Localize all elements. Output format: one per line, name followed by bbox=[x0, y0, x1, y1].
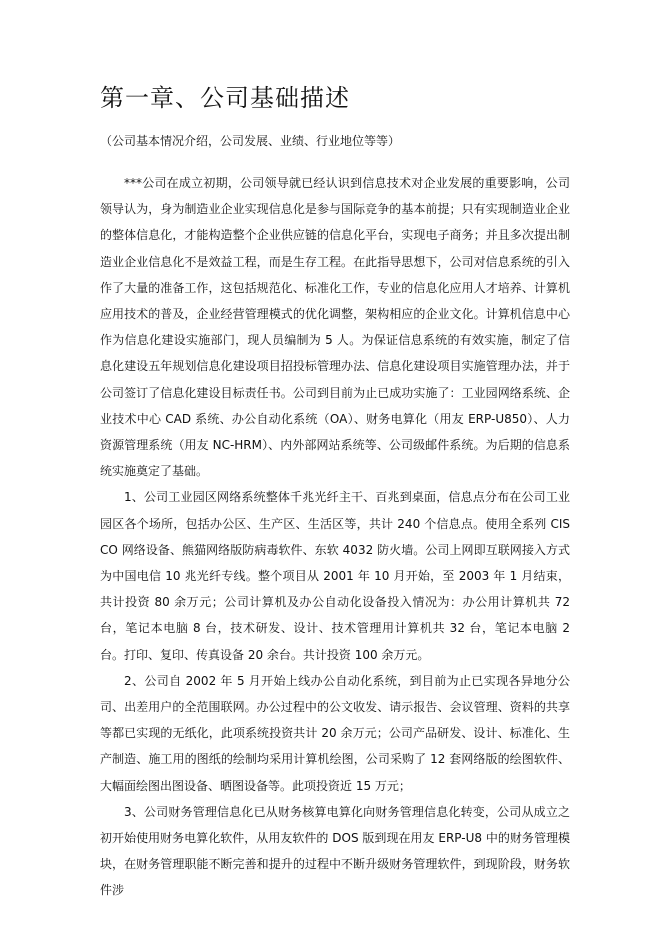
paragraph-intro: ***公司在成立初期，公司领导就已经认识到信息技术对企业发展的重要影响，公司领导认为，身为制造业企业实现信息化是参与国际竞争的基本前提；只有实现制造业企业的整体信息化，才能构造整个企业供应链的信息化平台，实现电子商务；并且多次提出制造业企业信息化不是效益工程，而是生存工程。在此指导思想下，公司对信息系统的引入作了大量的准备工作，这包括规范化、标准化工作，专业的信息化应用人才培养、计算机应用技术的普及，企业经营管理模式的优化调整，架构相应的企业文化。计算机信息中心作为信息化建设实施部门，现人员编制为 5 人。为保证信息系统的有效实施，制定了信息化建设五年规划信息化建设项目招投标管理办法、信息化建设项目实施管理办法，并于公司签订了信息化建设目标责任书。公司到目前为止已成功实施了：工业园网络系统、企业技术中心 CAD 系统、办公自动化系统（OA）、财务电算化（用友 ERP-U850）、人力资源管理系统（用友 NC-HRM）、内外部网站系统等、公司级邮件系统。为后期的信息系统实施奠定了基础。 bbox=[100, 176, 570, 479]
chapter-title: 第一章、公司基础描述 bbox=[100, 84, 350, 112]
chapter-subtitle: （公司基本情况介绍，公司发展、业绩、行业地位等等） bbox=[100, 134, 401, 148]
paragraph-network: 1、公司工业园区网络系统整体千兆光纤主干、百兆到桌面，信息点分布在公司工业园区各个场所，包括办公区、生产区、生活区等，共计 240 个信息点。使用全系列 CISCO 网络设备、熊猫网络版防病毒软件、东软 4032 防火墙。公司上网即互联网接入方式为中国电信 10 兆光纤专线。整个项目从 2001 年 10 月开始，至 2003 年 1 月结束，共计投资 80 余万元；公司计算机及办公自动化设备投入情况为：办公用计算机共 72 台，笔记本电脑 8 台，技术研发、设计、技术管理用计算机共 32 台，笔记本电脑 2 台。打印、复印、传真设备 20 余台。共计投资 100 余万元。 bbox=[100, 490, 570, 662]
paragraph-finance: 3、公司财务管理信息化已从财务核算电算化向财务管理信息化转变，公司从成立之初开始使用财务电算化软件，从用友软件的 DOS 版到现在用友 ERP-U8 中的财务管理模块，在财务管理职能不断完善和提升的过程中不断升级财务管理软件，到现阶段，财务软件涉 bbox=[100, 804, 570, 898]
document-body bbox=[100, 170, 570, 904]
paragraph-office-automation: 2、公司自 2002 年 5 月开始上线办公自动化系统，到目前为止已实现各异地分公司、出差用户的全范围联网。办公过程中的公文收发、请示报告、会议管理、资料的共享等都已实现的无纸化，此项系统投资共计 20 余万元；公司产品研发、设计、标准化、生产制造、施工用的图纸的绘制均采用计算机绘图，公司采购了 12 套网络版的绘图软件、大幅面绘图出图设备、晒图设备等。此项投资近 15 万元； bbox=[100, 673, 570, 793]
